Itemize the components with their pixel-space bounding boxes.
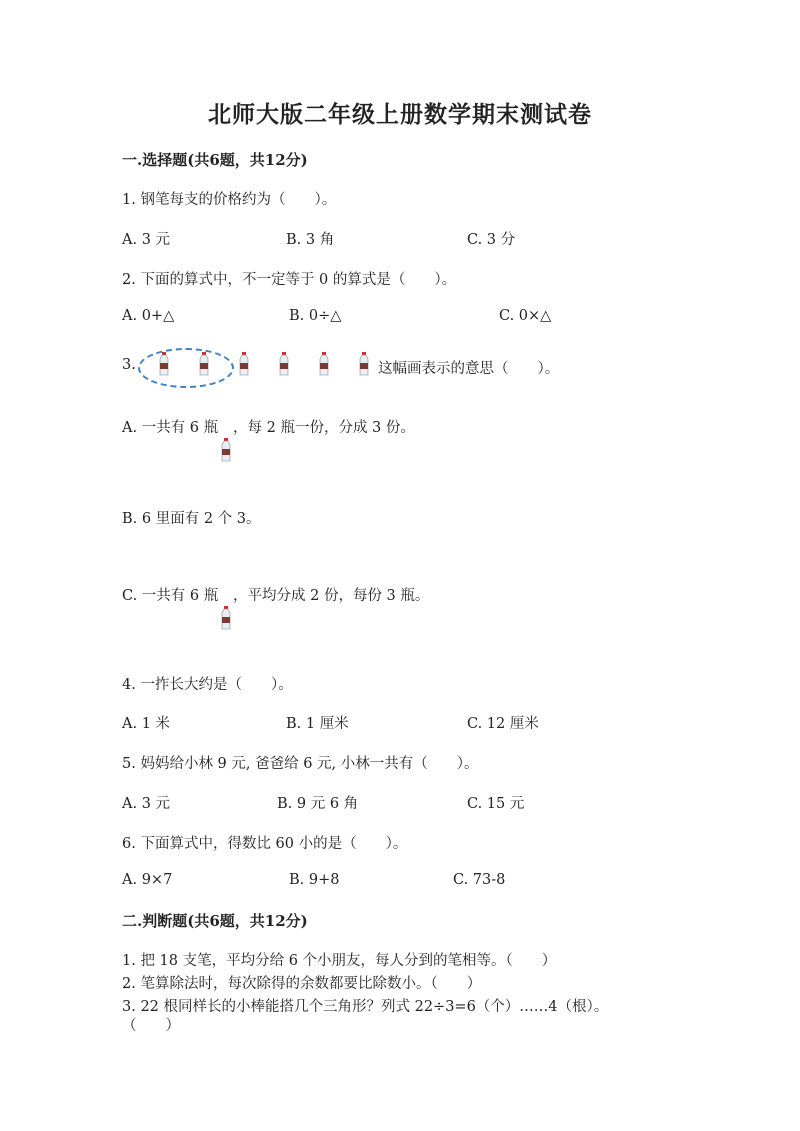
question-2-stem: 2. 下面的算式中，不一定等于 0 的算式是（ ）。 <box>122 272 457 288</box>
question-3-stem: 这幅画表示的意思（ ）。 <box>378 361 560 377</box>
question-6-option-b: B. 9+8 <box>289 872 340 888</box>
judgement-3-answer-blank: （ ） <box>122 1018 180 1034</box>
question-5-option-c: C. 15 元 <box>467 796 525 812</box>
judgement-1: 1. 把 18 支笔，平均分给 6 个小朋友，每人分到的笔相等。（ ） <box>122 953 557 969</box>
water-bottle-icon <box>238 352 250 376</box>
question-1-option-a: A. 3 元 <box>122 232 171 248</box>
judgement-3: 3. 22 根同样长的小棒能搭几个三角形？列式 22÷3=6（个）……4（根）。 <box>122 999 609 1015</box>
question-4-option-a: A. 1 米 <box>122 716 171 732</box>
question-4-option-c: C. 12 厘米 <box>467 716 539 732</box>
water-bottle-icon <box>158 352 170 376</box>
question-4-option-b: B. 1 厘米 <box>286 716 349 732</box>
water-bottle-icon <box>318 352 330 376</box>
question-1-option-c: C. 3 分 <box>467 232 516 248</box>
section-heading-choice: 一.选择题(共6题，共12分) <box>122 151 308 169</box>
question-5-stem: 5. 妈妈给小林 9 元, 爸爸给 6 元, 小林一共有（ ）。 <box>122 756 479 772</box>
question-6-option-c: C. 73-8 <box>453 872 506 888</box>
water-bottle-icon <box>198 352 210 376</box>
question-2-option-a: A. 0+△ <box>122 308 175 324</box>
question-6-stem: 6. 下面算式中，得数比 60 小的是（ ）。 <box>122 836 408 852</box>
water-bottle-icon <box>220 438 232 462</box>
question-1-stem: 1. 钢笔每支的价格约为（ ）。 <box>122 192 337 208</box>
question-2-option-b: B. 0÷△ <box>289 308 342 324</box>
question-5-option-b: B. 9 元 6 角 <box>277 796 359 812</box>
question-2-option-c: C. 0×△ <box>499 308 552 324</box>
question-6-option-a: A. 9×7 <box>122 872 173 888</box>
question-3-option-a-start: A. 一共有 6 瓶 <box>122 420 219 436</box>
dashed-ellipse-group <box>138 348 234 388</box>
question-3-number: 3. <box>122 357 136 373</box>
question-1-option-b: B. 3 角 <box>286 232 335 248</box>
question-4-stem: 4. 一拃长大约是（ ）。 <box>122 677 293 693</box>
question-3-option-b: B. 6 里面有 2 个 3。 <box>122 511 261 527</box>
question-3-option-a-end: ，每 2 瓶一份，分成 3 份。 <box>233 420 415 436</box>
water-bottle-icon <box>358 352 370 376</box>
water-bottle-icon <box>220 606 232 630</box>
question-3-option-c-end: ，平均分成 2 份，每份 3 瓶。 <box>233 588 430 604</box>
page-title: 北师大版二年级上册数学期末测试卷 <box>208 101 592 128</box>
question-5-option-a: A. 3 元 <box>122 796 171 812</box>
water-bottle-icon <box>278 352 290 376</box>
section-heading-judgement: 二.判断题(共6题，共12分) <box>122 912 308 930</box>
judgement-2: 2. 笔算除法时，每次除得的余数都要比除数小。（ ） <box>122 976 482 992</box>
question-3-option-c-start: C. 一共有 6 瓶 <box>122 588 219 604</box>
